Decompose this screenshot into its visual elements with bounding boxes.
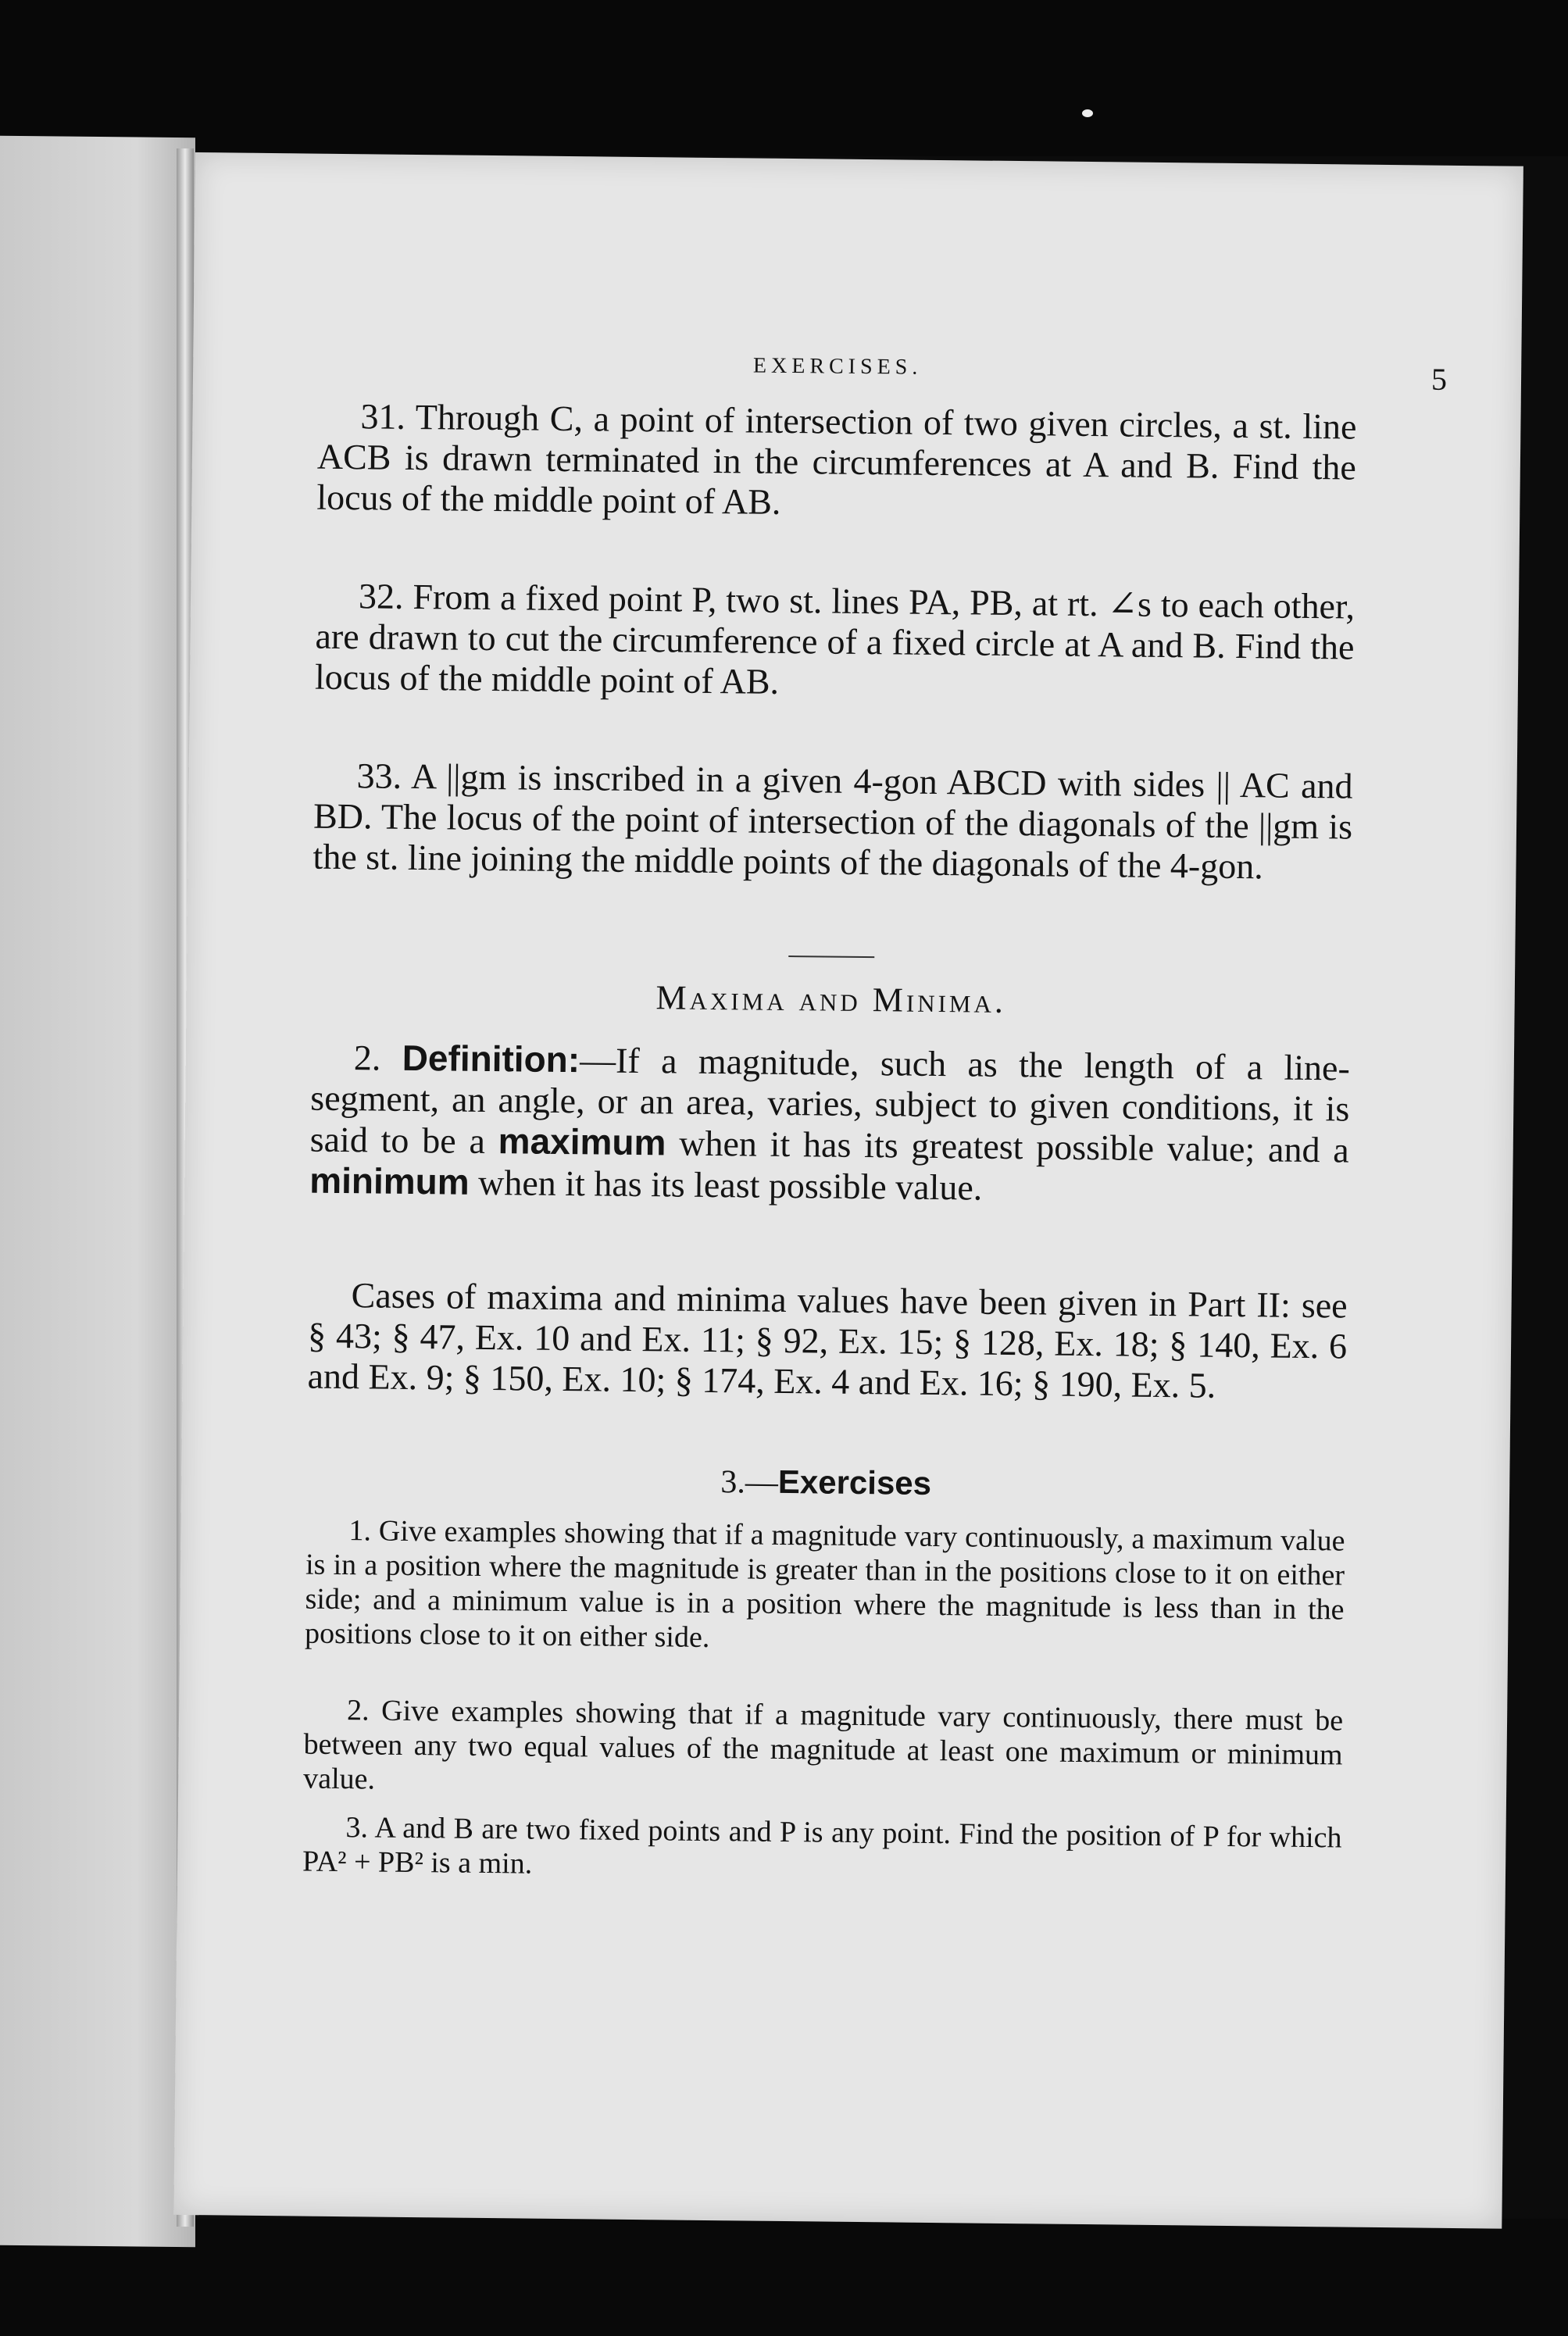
book-page (173, 152, 1523, 2229)
definition-paragraph (309, 1037, 1350, 1213)
definition-text-start: —If a magnitude, such as the length of a line-segment, an angle, or an area, varies, subject to given conditions, it is said to be a (309, 1040, 1351, 1161)
exercises-heading-label: Exercises (777, 1463, 932, 1502)
term-maximum: maximum (498, 1120, 666, 1163)
exercise-32: 32. From a fixed point P, two st. lines PA, PB, at rt. ∠s to each other, are drawn to cut the circumference of a fixed circle at A and B. Find the locus of the middle point of AB. (314, 576, 1355, 702)
exercise-31: 31. Through C, a point of intersection of two given circles, a st. line ACB is drawn terminated in the circumferences at A and B. Find the locus of the middle point of AB. (316, 396, 1357, 522)
cases-paragraph: Cases of maxima and minima values have been given in Part II: see § 43; § 47, Ex. 10 and Ex. 11; § 92, Ex. 15; § 128, Ex. 18; § 140, Ex. 6 and Ex. 9; § 150, Ex. 10; § 174, Ex. 4 and Ex. 16; § 190, Ex. 5. (307, 1275, 1348, 1406)
scan-dust-speck (1082, 109, 1093, 117)
definition-text-end: when it has its least possible value. (477, 1162, 983, 1208)
exercise-2: 2. Give examples showing that if a magnitude vary continuously, there must be between any two equal values of the magnitude at least one maximum or minimum value. (302, 1694, 1344, 1796)
page-content (302, 349, 1448, 1881)
scan-background-top (0, 0, 1568, 156)
section-divider (788, 955, 874, 958)
scan-background-bottom (0, 2219, 1568, 2336)
page-number: 5 (1430, 361, 1448, 397)
definition-text-middle: when it has its greatest possible value; and a (679, 1123, 1349, 1170)
exercises-heading (306, 1459, 1345, 1508)
exercise-33: 33. A ||gm is inscribed in a given 4-gon ABCD with sides || AC and BD. The locus of the point of intersection of the diagonals of the ||gm is the st. line joining the middle points of the diagonals of the 4-gon. (313, 755, 1353, 887)
exercise-1: 1. Give examples showing that if a magnitude vary continuously, a maximum value is in a position where the magnitude is greater than in the positions close to it on either side; and a minimum value is in a position where the magnitude is less than in the positions close to it on either side. (304, 1514, 1345, 1654)
exercises-heading-number: 3.— (720, 1464, 779, 1501)
facing-page-edge (0, 136, 195, 2248)
term-minimum: minimum (309, 1159, 470, 1202)
running-head: EXERCISES. (752, 353, 923, 380)
section-title: Maxima and Minima. (655, 978, 1007, 1020)
definition-number: 2. (353, 1038, 381, 1078)
exercise-3: 3. A and B are two fixed points and P is any point. Find the position of P for which PA² + PB² is a min. (302, 1811, 1342, 1881)
definition-label: Definition: (402, 1037, 580, 1080)
